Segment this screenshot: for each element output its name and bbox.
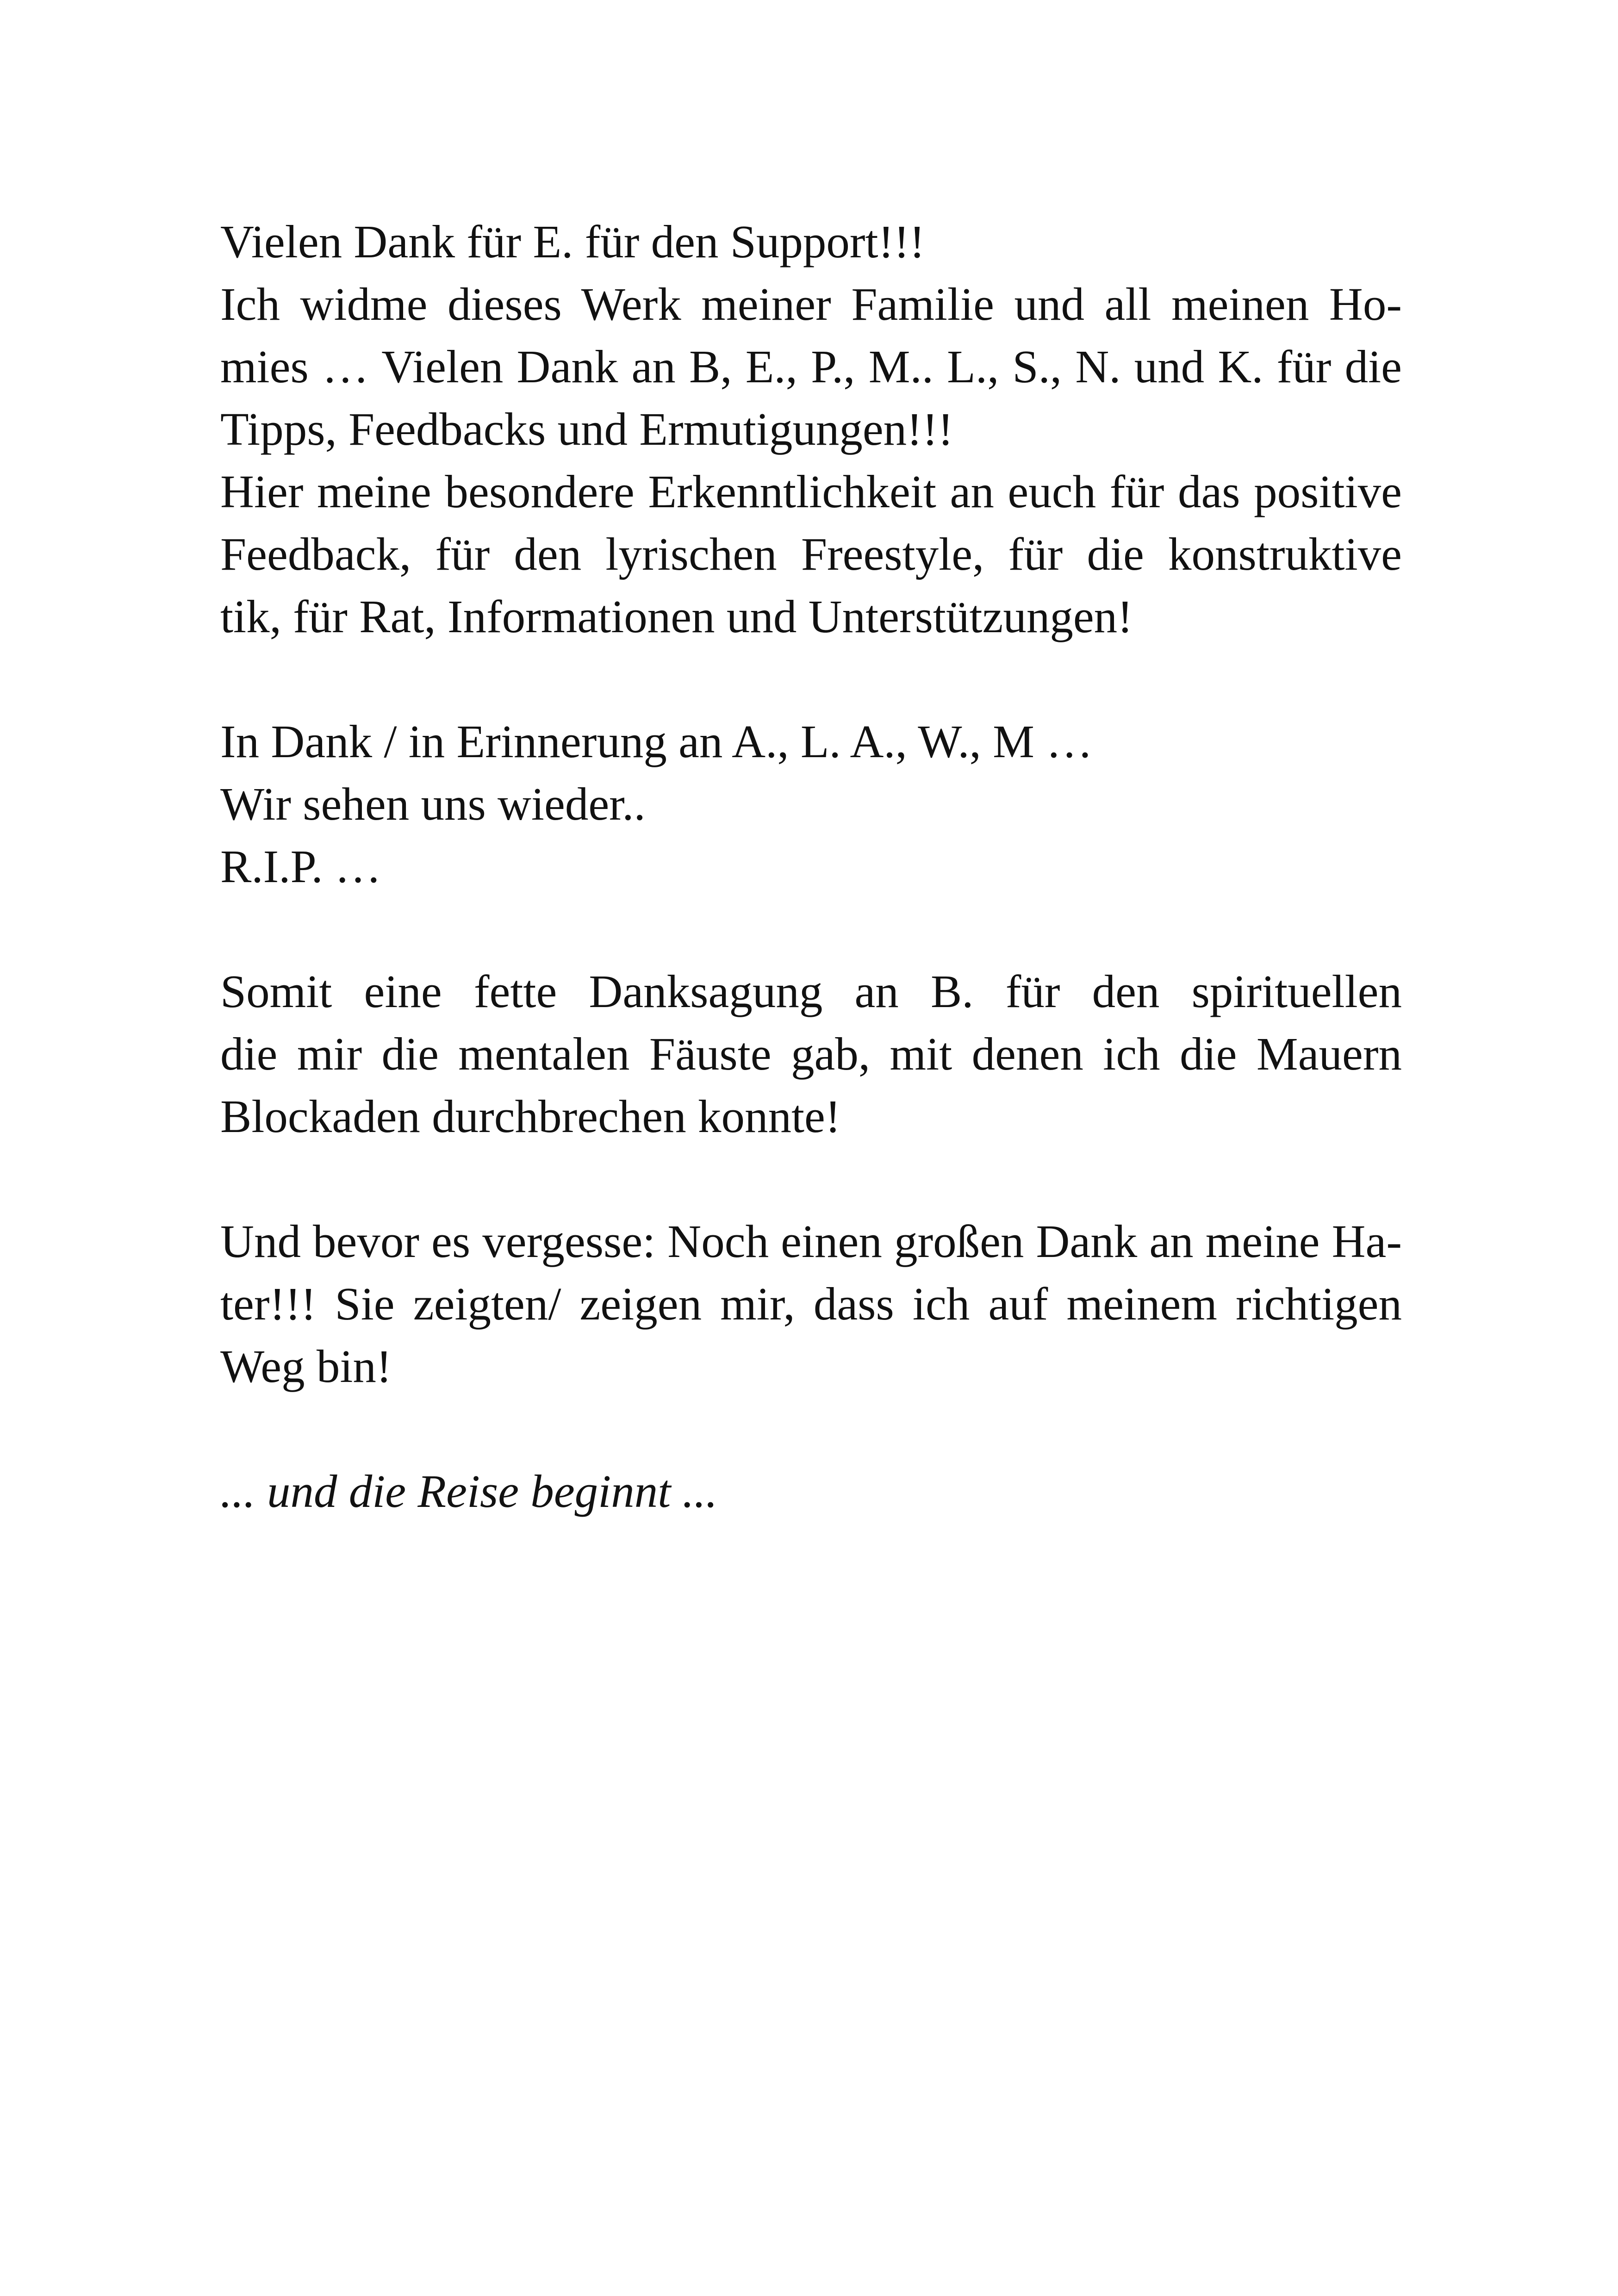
dedication-line: Tipps, Feedbacks und Ermutigungen!!! <box>220 403 954 455</box>
memoriam-line: In Dank / in Erinnerung an A., L. A., W., M … <box>220 716 1093 767</box>
haters-line: ter!!! Sie zeigten/ zeigen mir, dass ich auf meinem richtigen <box>220 1278 1402 1330</box>
memoriam-line: R.I.P. … <box>220 840 381 892</box>
gratitude-line: tik, für Rat, Informationen und Unterstützungen! <box>220 591 1133 642</box>
paragraph-gap <box>220 648 1402 710</box>
closing-line: ... und die Reise beginnt ... <box>220 1465 718 1517</box>
memoriam-line: Wir sehen uns wieder.. <box>220 778 646 830</box>
spiritual-line: Blockaden durchbrechen konnte! <box>220 1090 841 1142</box>
haters-line: Weg bin! <box>220 1340 392 1392</box>
haters-line: Und bevor es vergesse: Noch einen großen Dank an meine Ha- <box>220 1215 1402 1267</box>
paragraph-gap <box>220 1148 1402 1210</box>
paragraph-gap <box>220 898 1402 960</box>
spiritual-line: die mir die mentalen Fäuste gab, mit denen ich die Mauern <box>220 1028 1402 1080</box>
gratitude-line: Feedback, für den lyrischen Freestyle, für die konstruktive <box>220 528 1402 580</box>
paragraph-gap <box>220 1398 1402 1460</box>
gratitude-line: Hier meine besondere Erkenntlichkeit an euch für das positive <box>220 466 1402 517</box>
thanks-support-line: Vielen Dank für E. für den Support!!! <box>220 216 925 268</box>
dedication-line: mies … Vielen Dank an B, E., P., M.. L., S., N. und K. für die <box>220 341 1402 392</box>
dedication-line: Ich widme dieses Werk meiner Familie und all meinen Ho- <box>220 278 1402 330</box>
acknowledgements-text <box>220 211 1402 1523</box>
spiritual-line: Somit eine fette Danksagung an B. für den spirituellen <box>220 965 1402 1017</box>
